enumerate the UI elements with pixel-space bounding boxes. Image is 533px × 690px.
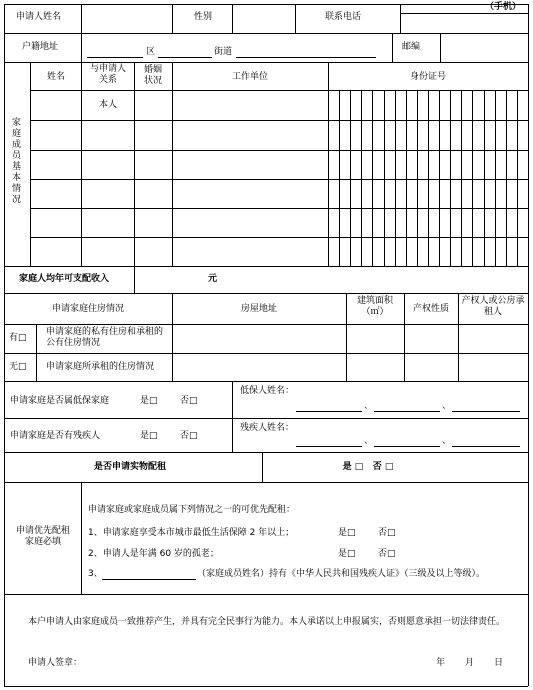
priority-item-3-prefix: 3、: [88, 569, 103, 579]
rule: [81, 4, 82, 33]
rule: [528, 4, 529, 686]
id-digit-divider: [484, 90, 485, 266]
priority-side-label: 申请优先配租家庭必填: [15, 526, 70, 547]
mobile-label: （手机）: [485, 2, 522, 12]
street-underline[interactable]: [158, 57, 212, 58]
rule: [30, 179, 528, 180]
rule: [4, 686, 528, 687]
low-income-name-line-3[interactable]: [452, 411, 520, 412]
col-work-header: 工作单位: [231, 72, 269, 82]
rule: [262, 452, 263, 482]
id-digit-divider: [406, 90, 407, 266]
date-day: 日: [494, 658, 504, 668]
low-income-yes[interactable]: 是□: [140, 396, 158, 406]
rule: [4, 62, 528, 63]
disabled-no[interactable]: 否□: [180, 431, 198, 441]
signature-field[interactable]: [86, 654, 286, 672]
rule: [81, 482, 82, 594]
disabled-name-line-2[interactable]: [374, 446, 440, 447]
hukou-address-label: 户籍地址: [22, 42, 59, 52]
rule: [30, 120, 528, 121]
id-digit-divider: [439, 90, 440, 266]
first-relation-value: 本人: [98, 100, 118, 110]
priority-item2-yes[interactable]: 是□: [338, 549, 356, 559]
rule: [134, 266, 135, 293]
district-underline[interactable]: [87, 57, 143, 58]
address-underline[interactable]: [236, 57, 376, 58]
id-digit-divider: [495, 90, 496, 266]
low-income-names-label: 低保人姓名：: [240, 386, 295, 396]
income-label: 家庭人均年可支配收入: [19, 274, 110, 284]
postcode-field[interactable]: [442, 35, 526, 60]
income-field[interactable]: [136, 268, 206, 291]
rule: [4, 418, 528, 419]
postcode-label: 邮编: [402, 42, 421, 52]
rule: [30, 150, 528, 151]
col-relation-header: 与申请人关系: [89, 64, 126, 85]
separator: 、: [364, 436, 374, 446]
district-label: 区: [146, 47, 156, 57]
declaration-text: 本户申请人由家庭成员一致推荐产生，并具有完全民事行为能力。本人承诺以上申报属实，否则愿意承担一切法律责任。: [28, 617, 506, 627]
low-income-name-line-1[interactable]: [296, 411, 362, 412]
applicant-name-label: 申请人姓名: [16, 12, 62, 22]
col-id-header: 身份证号: [409, 72, 447, 82]
rule: [4, 33, 528, 34]
priority-item-2: 2、申请人是年满 60 岁的孤老；: [88, 549, 219, 559]
rule: [172, 62, 173, 266]
rule: [30, 208, 528, 209]
col-name-header: 姓名: [46, 72, 66, 82]
phone-field[interactable]: [402, 15, 526, 31]
has-housing-text: 申请家庭的私有住房和承租的公有住房情况: [46, 327, 164, 348]
rule: [81, 62, 82, 266]
has-housing-checkbox[interactable]: 有□: [9, 333, 27, 343]
income-unit: 元: [208, 274, 218, 284]
housing-situation-header: 申请家庭住房情况: [51, 304, 125, 314]
priority-item-1: 1、申请家庭享受本市城市最低生活保障 2 年以上；: [88, 528, 295, 538]
rule: [4, 381, 528, 382]
priority-item1-yes[interactable]: 是□: [338, 528, 356, 538]
rule: [392, 33, 393, 62]
id-digit-divider: [395, 90, 396, 266]
rule: [346, 293, 347, 381]
rule: [232, 4, 233, 33]
id-digit-divider: [472, 90, 473, 266]
disabled-yes[interactable]: 是□: [140, 431, 158, 441]
id-digit-divider: [517, 90, 518, 266]
date-month: 月: [465, 658, 475, 668]
rule: [295, 4, 296, 33]
members-side-label: 家庭成员基本情况: [11, 118, 21, 205]
id-digit-divider: [350, 90, 351, 266]
no-housing-text: 申请家庭所承租的住房情况: [46, 362, 155, 372]
id-digit-divider: [361, 90, 362, 266]
signature-label: 申请人签章：: [28, 658, 83, 668]
low-income-name-line-2[interactable]: [374, 411, 440, 412]
id-digit-divider: [372, 90, 373, 266]
housing-address-header: 房屋地址: [240, 304, 278, 314]
rule: [30, 62, 31, 266]
rule: [172, 4, 173, 33]
low-income-question: 申请家庭是否属低保家庭: [10, 396, 110, 406]
rule: [328, 62, 329, 266]
id-digit-divider: [450, 90, 451, 266]
contact-phone-label: 联系电话: [325, 12, 362, 22]
rule: [30, 237, 528, 238]
rule: [400, 13, 528, 14]
housing-area-header: 建筑面积（㎡）: [356, 296, 393, 317]
rule: [30, 90, 528, 91]
low-income-no[interactable]: 否□: [180, 396, 198, 406]
rule: [4, 353, 528, 354]
rule: [4, 4, 5, 686]
priority-item1-no[interactable]: 否□: [378, 528, 396, 538]
rule: [4, 594, 528, 595]
rule: [4, 4, 528, 5]
rule: [440, 33, 441, 62]
id-digit-divider: [417, 90, 418, 266]
gender-field[interactable]: [234, 6, 293, 31]
rule: [4, 324, 528, 325]
rule: [4, 293, 528, 294]
priority-item-3-text: （家庭成员姓名）持有《中华人民共和国残疾人证》（三级及以上等级）。: [197, 569, 486, 579]
street-label: 街道: [214, 47, 233, 57]
disabled-names-label: 残疾人姓名：: [240, 423, 295, 433]
date-year: 年: [436, 658, 446, 668]
rule: [172, 293, 173, 381]
disabled-name-line-1[interactable]: [296, 446, 362, 447]
applicant-name-field[interactable]: [83, 6, 170, 31]
no-housing-checkbox[interactable]: 无□: [9, 362, 27, 372]
rent-answer[interactable]: 是 □ 否 □: [342, 462, 394, 472]
id-digit-divider: [339, 90, 340, 266]
rule: [404, 293, 405, 381]
rent-question: 是否申请实物配租: [93, 462, 167, 472]
rule: [36, 324, 37, 381]
housing-property-header: 产权性质: [412, 304, 450, 314]
col-marital-header: 婚姻状况: [143, 65, 162, 86]
rule: [4, 452, 528, 453]
housing-owner-header: 产权人或公房承租人: [461, 296, 525, 317]
priority-item2-no[interactable]: 否□: [378, 549, 396, 559]
disabled-question: 申请家庭是否有残疾人: [10, 431, 101, 441]
separator: 、: [442, 401, 452, 411]
rule: [134, 62, 135, 266]
priority-item3-name-line[interactable]: [102, 579, 196, 580]
separator: 、: [442, 436, 452, 446]
rule: [400, 4, 401, 33]
id-digit-divider: [428, 90, 429, 266]
rule: [81, 33, 82, 62]
id-digit-divider: [506, 90, 507, 266]
rule: [4, 482, 528, 483]
rule: [4, 266, 528, 267]
disabled-name-line-3[interactable]: [452, 446, 520, 447]
separator: 、: [364, 401, 374, 411]
id-digit-divider: [384, 90, 385, 266]
rule: [232, 381, 233, 452]
priority-intro: 申请家庭或家庭成员属下列情况之一的可优先配租：: [88, 505, 296, 515]
id-digit-divider: [461, 90, 462, 266]
gender-label: 性别: [194, 12, 213, 22]
